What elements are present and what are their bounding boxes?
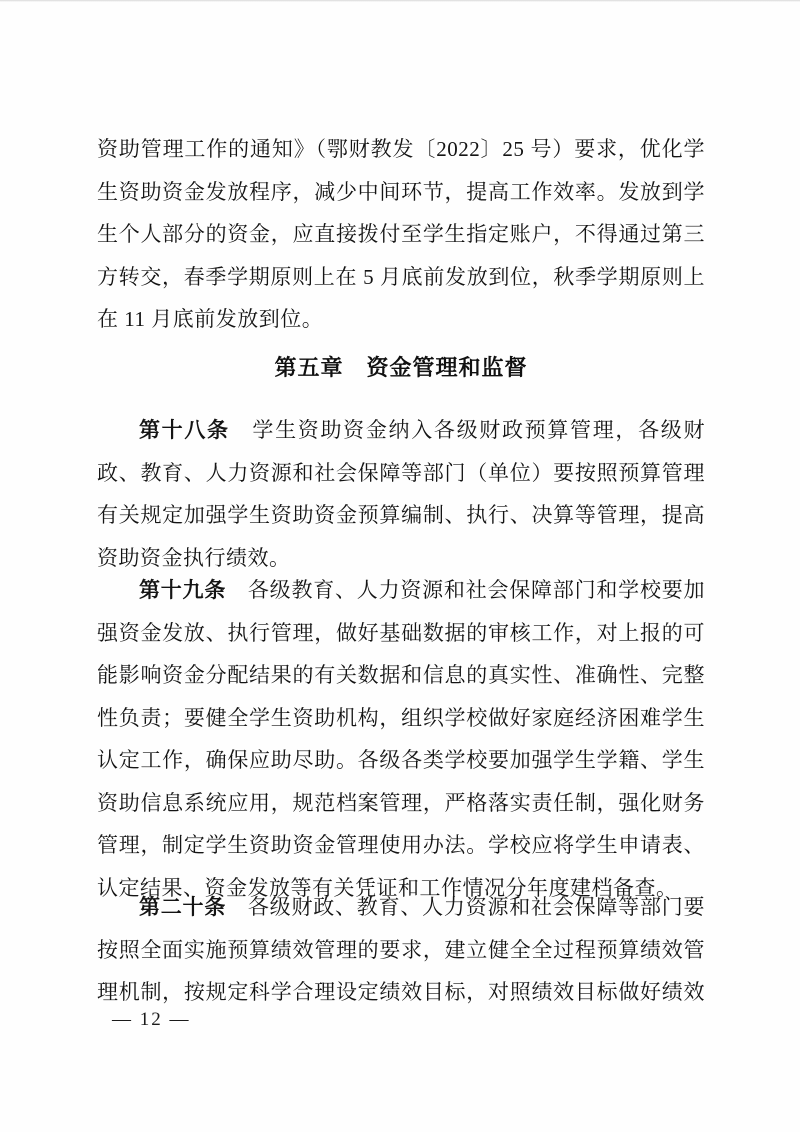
article-19-paragraph	[97, 569, 705, 909]
article-first-line-text: 学生资助资金纳入各级财政预算管理，各级财	[229, 418, 705, 442]
article-lead: 第十九条	[139, 578, 227, 602]
body-text-line: 在 11 月底前发放到位。	[97, 307, 324, 331]
body-text-line: 政、教育、人力资源和社会保障等部门（单位）要按照预算管理	[97, 460, 705, 485]
body-text-line: 方转交，春季学期原则上在 5 月底前发放到位，秋季学期原则上	[97, 264, 705, 289]
body-text-line: 强资金发放、执行管理，做好基础数据的审核工作，对上报的可	[97, 620, 705, 645]
scan-top-edge	[0, 0, 800, 2]
body-text-line: 认定工作，确保应助尽助。各级各类学校要加强学生学籍、学生	[97, 748, 705, 772]
body-text-line: 性负责；要健全学生资助机构，组织学校做好家庭经济困难学生	[97, 705, 705, 730]
article-lead: 第二十条	[139, 895, 227, 919]
body-text-line: 资助资金执行绩效。	[97, 545, 291, 570]
body-text-line	[97, 569, 705, 612]
body-text-line	[97, 886, 705, 929]
article-18-paragraph	[97, 409, 705, 579]
article-first-line-text: 各级财政、教育、人力资源和社会保障等部门要	[226, 895, 706, 919]
body-text-line: 管理，制定学生资助资金管理使用办法。学校应将学生申请表、	[97, 833, 705, 857]
body-text-line	[97, 409, 705, 452]
continued-paragraph	[97, 128, 705, 341]
body-text-line: 资助管理工作的通知》（鄂财教发〔2022〕25 号）要求，优化学	[97, 137, 705, 161]
article-first-line-text: 各级教育、人力资源和社会保障部门和学校要加	[226, 578, 706, 602]
body-text-line: 有关规定加强学生资助资金预算编制、执行、决算等管理，提高	[97, 503, 705, 527]
article-20-paragraph	[97, 886, 705, 1014]
body-text-line: 能影响资金分配结果的有关数据和信息的真实性、准确性、完整	[97, 663, 705, 687]
body-text-line: 资助信息系统应用，规范档案管理，严格落实责任制，强化财务	[97, 790, 705, 815]
body-text-line: 生个人部分的资金，应直接拨付至学生指定账户，不得通过第三	[97, 222, 705, 246]
body-text-line: 认定结果、资金发放等有关凭证和工作情况分年度建档备查。	[97, 875, 678, 900]
page-number: — 12 —	[112, 1009, 191, 1030]
article-lead: 第十八条	[139, 418, 230, 442]
chapter-heading: 第五章 资金管理和监督	[274, 355, 528, 380]
body-text-line: 按照全面实施预算绩效管理的要求，建立健全全过程预算绩效管	[97, 937, 705, 962]
body-text-line: 生资助资金发放程序，减少中间环节，提高工作效率。发放到学	[97, 179, 705, 204]
body-text-line: 理机制，按规定科学合理设定绩效目标，对照绩效目标做好绩效	[97, 980, 705, 1004]
